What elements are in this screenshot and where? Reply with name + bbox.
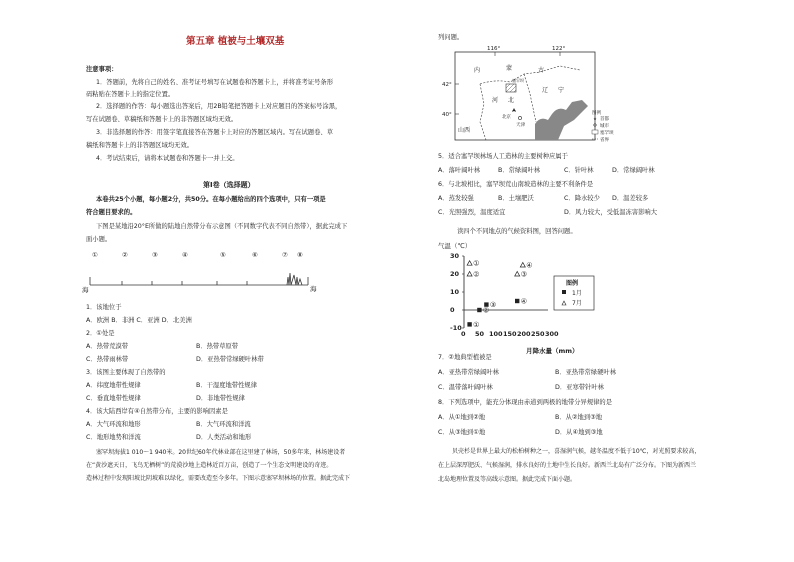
legend-item: 首都	[600, 117, 609, 122]
longitude-label: 122°	[552, 46, 566, 52]
data-point-label: ①	[473, 320, 480, 329]
x-tick-label: 250	[531, 330, 545, 338]
latitude-label: 40°	[442, 112, 452, 118]
saihanba-location-map	[440, 44, 600, 144]
option: A．大气环流和地形	[86, 421, 141, 428]
option: B．干湿度地带性规律	[196, 382, 257, 389]
map-legend	[590, 108, 630, 148]
question: 5．适合塞罕坝林场人工造林的主要树种应属于	[438, 153, 568, 160]
section-intro: 符合题目要求的。	[86, 209, 137, 216]
notice-line: 2．选择题的作答：每小题选出答案后，用2B铅笔把答题卡上对应题目的答案标号涂黑，	[96, 103, 342, 110]
question: 2．①处是	[86, 330, 115, 337]
section-heading: 第Ⅰ卷（选择题）	[203, 181, 255, 189]
question: 3．该图主要体现了自然带的	[86, 369, 166, 376]
region-label: 宁	[558, 87, 565, 94]
question: 4．该大陆西岸有④自然带分布，主要的影响因素是	[86, 408, 228, 415]
x-tick-label: 50	[475, 330, 485, 338]
chart-legend-title: 图例	[566, 280, 579, 287]
zone-label: ③	[152, 251, 158, 259]
question-lead: 下图是某地沿20°E所做的陆地自然带分布示意图（不同数字代表不同自然带），据此完成下	[96, 223, 348, 230]
region-label: 蒙	[506, 65, 513, 72]
notice-line: 3．非选择题的作答：用签字笔直接答在答题卡上对应的答题区域内。写在试题卷、草	[96, 129, 333, 136]
option: A．热带荒漠带	[86, 343, 129, 350]
zone-label: ⑥	[252, 251, 258, 259]
option: B．土壤肥沃	[498, 195, 534, 202]
data-point-label: ②	[473, 270, 480, 279]
latitude-label: 42°	[442, 82, 452, 88]
option: B．亚热带常绿硬叶林	[555, 369, 616, 376]
zone-label: ①	[92, 251, 98, 259]
sea-label: 海	[82, 286, 89, 294]
data-point-january	[484, 302, 488, 306]
question: 7．②地典型植被是	[438, 354, 492, 361]
city-label: 北京	[502, 115, 511, 120]
option: C．垂直地带性规律	[86, 395, 141, 402]
notice-line: 写在试题卷、草稿纸和答题卡上的非答题区域均无效。	[86, 116, 238, 123]
data-point-label: ②	[482, 306, 490, 315]
question: 6．与北坡相比，塞罕坝荒山南坡造林的主要不利条件是	[438, 181, 594, 188]
option: C．温带落叶阔叶林	[438, 384, 493, 391]
y-tick-label: 30	[450, 252, 460, 260]
option: C．降水较少	[564, 195, 600, 202]
notice-line: 码粘贴在答题卡上的指定位置。	[86, 91, 175, 98]
passage-line: 在上层深厚肥沃、气候湿润，排水良好的土地中生长良好。新西兰北岛有广泛分布。下图为新西兰	[438, 462, 697, 469]
option: B．从②地到③地	[555, 414, 603, 421]
option: C．从③地到①地	[438, 429, 486, 436]
y-tick-label: 10	[450, 288, 460, 296]
region-label: 山西	[458, 127, 471, 134]
city-icon	[594, 124, 597, 127]
legend-title: 图例	[592, 111, 601, 116]
notice-heading: 注意事项：	[86, 66, 118, 73]
option: D．非地带性规律	[196, 395, 245, 402]
question-options: A．欧洲 B．非洲 C．亚洲 D．北美洲	[86, 317, 192, 324]
option: A．落叶阔叶林	[438, 167, 481, 174]
saihanba-icon	[592, 130, 598, 134]
data-point-january	[515, 299, 519, 303]
option: D．常绿阔叶林	[612, 167, 655, 174]
passage-line: 造林过程中发现阳坡比阴坡难以绿化，需要改造至今多年。下图示意塞罕坝林场的位置。据此完成下	[86, 475, 351, 482]
option: A．亚热带常绿阔叶林	[438, 369, 499, 376]
option: B．大气环流和洋流	[196, 421, 251, 428]
x-tick-label: 150	[503, 330, 517, 338]
option: D．亚热带常绿硬叶林带	[196, 356, 264, 363]
data-point-july	[520, 263, 525, 268]
city-label: 天津	[516, 123, 525, 128]
page-title: 第五章 植被与土壤双基	[186, 36, 285, 47]
x-tick-label: 0	[461, 330, 466, 338]
option: A．蒸发较强	[438, 195, 474, 202]
data-point-january	[467, 322, 471, 326]
y-axis-title: 气温（℃）	[438, 242, 472, 250]
sea-label: 海	[310, 285, 317, 293]
option: B．常绿阔叶林	[498, 167, 541, 174]
data-point-label: ①	[473, 259, 480, 268]
zone-label: ②	[122, 251, 128, 259]
y-tick-label: -10	[450, 324, 462, 332]
question: 1．该地位于	[86, 304, 122, 311]
option: C．光照强烈，温度适宜	[438, 209, 506, 216]
option: D．温差较多	[612, 195, 649, 202]
climate-scatter-chart	[436, 238, 616, 356]
option: C．针叶林	[564, 167, 594, 174]
data-point-label: ③	[489, 301, 497, 310]
zone-label: ④	[182, 251, 188, 259]
x-axis-title: 月降水量（mm）	[526, 347, 579, 355]
section-intro: 本卷共25个小题，每小题2分，共50分。在每小题给出的四个选项中，只有一项是	[96, 196, 326, 203]
option: B．热带草原带	[196, 343, 239, 350]
x-tick-label: 100	[489, 330, 503, 338]
place-label: 塞罕坝	[512, 78, 524, 83]
legend-item: 塞罕坝	[600, 131, 614, 136]
region-label: 古	[538, 67, 545, 74]
data-point-july	[467, 272, 472, 277]
x-tick-label: 300	[545, 330, 559, 338]
data-point-july	[515, 272, 520, 277]
passage-line: 贝壳杉是世界上最大的松柏树种之一，喜湿润气候，越冬温度不低于10℃，对光照要求较高，	[452, 448, 701, 455]
zonation-profile-diagram	[82, 247, 322, 297]
notice-line: 4．考试结束后，请将本试题卷和答题卡一并上交。	[96, 155, 239, 162]
option: D．亚寒带针叶林	[555, 384, 604, 391]
x-tick-label: 200	[517, 330, 531, 338]
y-tick-label: 0	[450, 306, 455, 314]
zone-label: ⑧	[297, 251, 303, 259]
continuation-text: 列问题。	[438, 34, 464, 41]
region-label: 河	[492, 97, 499, 104]
square-marker-icon	[562, 290, 566, 294]
capital-icon	[594, 117, 597, 120]
passage-line: 塞罕坝海拔1 010～1 940米。20世纪60年代林业部在这里建了林场，50多年来，林场建设者	[96, 449, 346, 456]
zone-label: ⑦	[282, 251, 288, 259]
question-lead: 面小题。	[86, 236, 112, 243]
data-point-label: ④	[520, 297, 527, 306]
data-point-july	[467, 261, 472, 266]
data-point-january	[477, 308, 481, 312]
zone-label: ⑤	[220, 251, 226, 259]
passage-line: 在“黄沙遮天日，飞鸟无栖树”的荒漠沙地上造林近百万亩，创造了一个生态文明建设的奇迹。	[86, 462, 333, 469]
option: C．热带雨林带	[86, 356, 129, 363]
option: D．人类活动和地形	[196, 434, 252, 441]
notice-line: 1．答题前，先将自己的姓名、准考证号填写在试题卷和答题卡上，并将准考证号条形	[96, 79, 333, 86]
option: A．从①地到②地	[438, 414, 486, 421]
data-point-label: ④	[526, 261, 533, 270]
region-label: 北	[508, 97, 515, 104]
region-label: 辽	[542, 87, 549, 94]
region-label: 内	[474, 67, 481, 74]
climate-lead: 读四个不同地点的气候资料图，回答问题。	[457, 228, 577, 235]
question: 8．下列选项中，能充分体现由赤道到两极的地带分异规律的是	[438, 399, 613, 406]
data-point-label: ③	[520, 270, 527, 279]
legend-item: 省界	[600, 138, 609, 143]
chart-legend-item: 7月	[572, 300, 582, 307]
longitude-label: 116°	[487, 46, 501, 52]
option: D．从④地到③地	[555, 429, 603, 436]
y-tick-label: 20	[450, 270, 460, 278]
passage-line: 北岛地理位置及等高线示意图。据此完成下面小题。	[438, 476, 577, 483]
chart-legend-item: 1月	[572, 290, 582, 297]
option: A．纬度地带性规律	[86, 382, 141, 389]
notice-line: 稿纸和答题卡上的非答题区域均无效。	[86, 142, 194, 149]
option: D．风力较大，受低温冻害影响大	[564, 209, 658, 216]
legend-item: 城市	[600, 124, 609, 129]
option: C．地形地势和洋流	[86, 434, 141, 441]
